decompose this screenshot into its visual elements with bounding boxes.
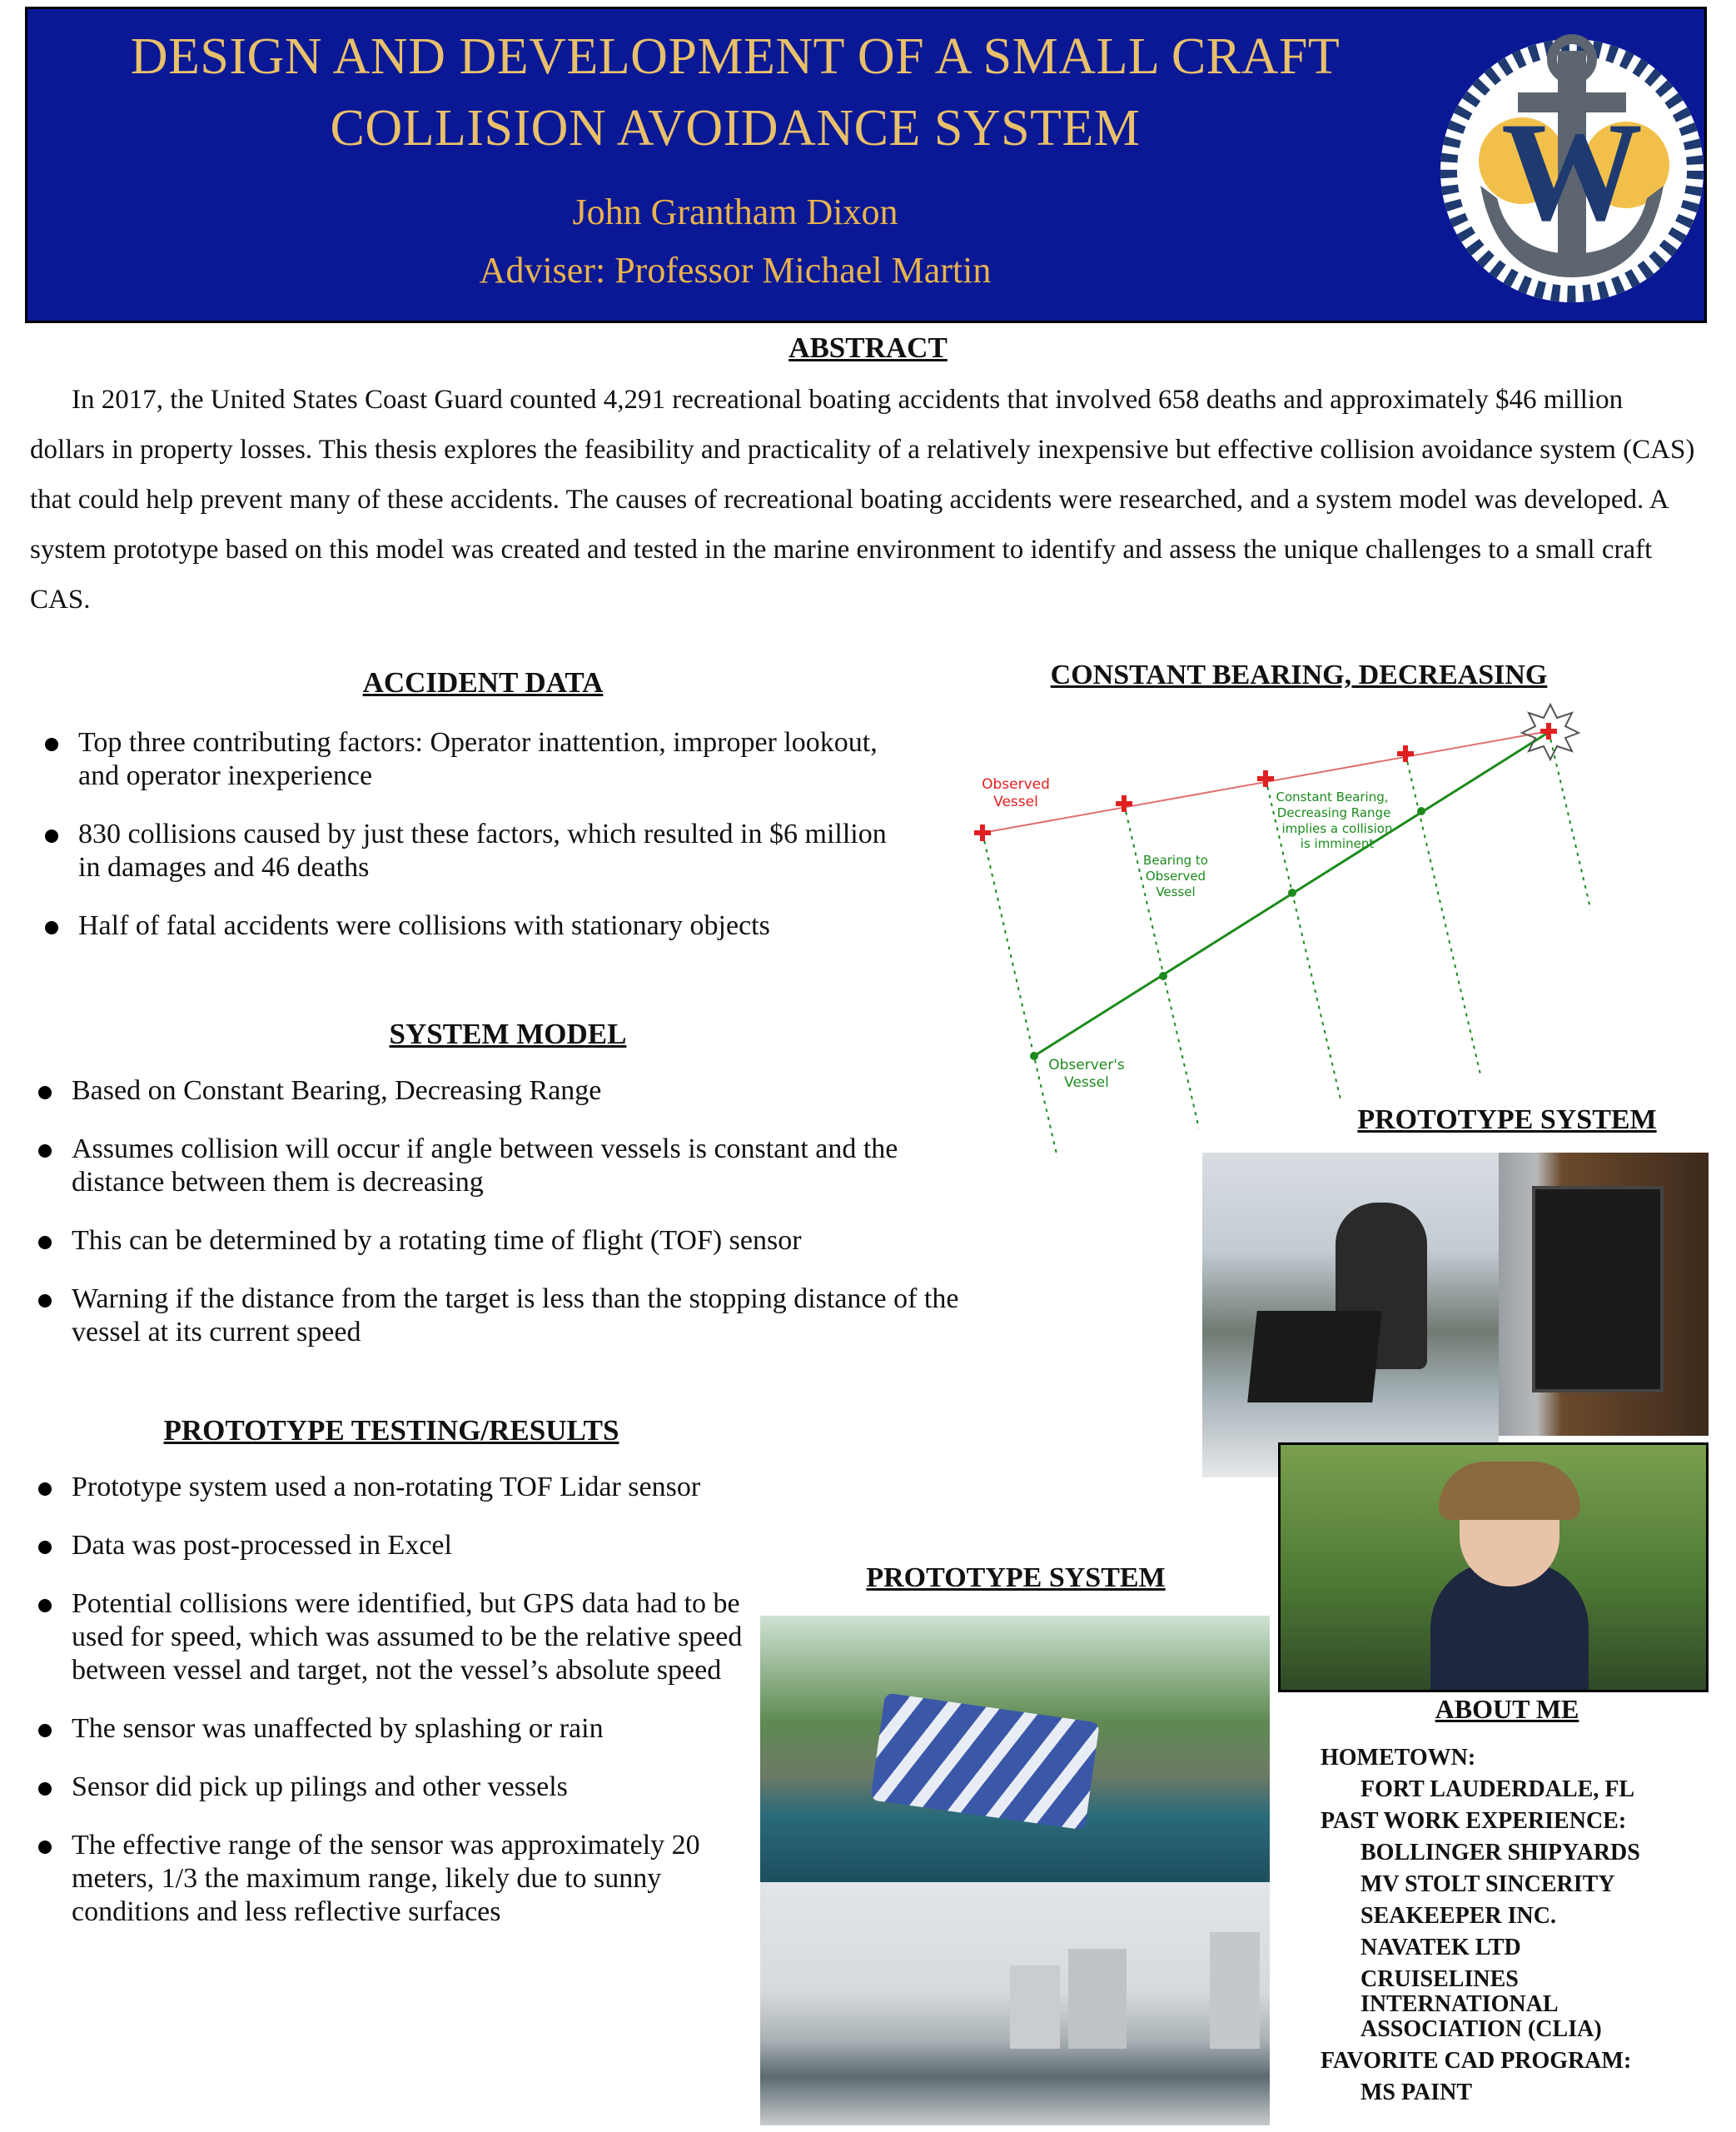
list-item: Based on Constant Bearing, Decreasing Range (33, 1074, 991, 1108)
testing-heading: PROTOTYPE TESTING/RESULTS (163, 1414, 619, 1447)
list-item: Data was post-processed in Excel (33, 1529, 758, 1562)
list-item: Sensor did pick up pilings and other vessels (33, 1771, 758, 1804)
harbor-view-photo (760, 1882, 1270, 2125)
label-bearing-3: Vessel (1156, 884, 1196, 899)
list-item: Warning if the distance from the target is less than the stopping distance of the vessel at its current speed (33, 1283, 991, 1349)
cad-label: FAVORITE CAD PROGRAM: (1321, 2048, 1632, 2074)
building-shape (1068, 1949, 1127, 2049)
system-model-heading: SYSTEM MODEL (389, 1018, 627, 1050)
accident-data-list (40, 726, 914, 968)
label-constant-2: Decreasing Range (1276, 805, 1391, 820)
list-item: Half of fatal accidents were collisions with stationary objects (40, 909, 914, 943)
label-constant-4: is imminent (1300, 836, 1375, 851)
hair-shape (1439, 1462, 1580, 1520)
label-constant-3: implies a collision (1281, 821, 1393, 836)
list-item: Top three contributing factors: Operator inattention, improper lookout, and operator inexperience (40, 726, 914, 793)
label-observed-1: Observed (982, 776, 1050, 793)
prototype-bottom-heading: PROTOTYPE SYSTEM (866, 1562, 1166, 1593)
list-item: Prototype system used a non-rotating TOF Lidar sensor (33, 1471, 758, 1504)
poster-title (27, 21, 1443, 164)
about-heading: ABOUT ME (1435, 1694, 1579, 1724)
work-label: PAST WORK EXPERIENCE: (1321, 1808, 1627, 1834)
label-observer-1: Observer's (1048, 1057, 1125, 1073)
sensor-housing-shape (870, 1693, 1100, 1831)
cad-value: MS PAINT (1360, 2080, 1473, 2105)
accident-data-heading: ACCIDENT DATA (362, 666, 604, 699)
list-item: This can be determined by a rotating time of flight (TOF) sensor (33, 1224, 991, 1258)
list-item: Potential collisions were identified, but GPS data had to be used for speed, which was assumed to be the relative speed between vessel and target, not the vessel’s absolute speed (33, 1587, 758, 1687)
keyboard-shape (1532, 1186, 1664, 1392)
boat-cockpit-photo (1202, 1153, 1499, 1477)
hometown-value: FORT LAUDERDALE, FL (1360, 1776, 1635, 1802)
abstract-heading: ABSTRACT (788, 331, 948, 364)
list-item: Assumes collision will occur if angle between vessels is constant and the distance between them is decreasing (33, 1133, 991, 1199)
work-item-clia-3: ASSOCIATION (CLIA) (1360, 2016, 1602, 2042)
diagram-heading: CONSTANT BEARING, DECREASING (1050, 660, 1548, 690)
work-item: NAVATEK LTD (1360, 1935, 1521, 1960)
list-item: 830 collisions caused by just these factors, which resulted in $6 million in damages and 46 deaths (40, 818, 914, 884)
title-line-1: DESIGN AND DEVELOPMENT OF A SMALL CRAFT (130, 28, 1341, 85)
label-observer-2: Vessel (1064, 1074, 1109, 1091)
list-item: The effective range of the sensor was approximately 20 meters, 1/3 the maximum range, likely due to sunny conditions and less reflective surfaces (33, 1829, 758, 1929)
constant-bearing-diagram (958, 700, 1590, 1166)
about-section (1321, 1742, 1712, 2109)
hometown-label: HOMETOWN: (1321, 1745, 1476, 1771)
label-constant-1: Constant Bearing, (1276, 790, 1389, 804)
title-line-2: COLLISION AVOIDANCE SYSTEM (330, 100, 1141, 157)
system-model-list (33, 1074, 991, 1374)
work-item: MV STOLT SINCERITY (1360, 1871, 1615, 1897)
label-bearing-1: Bearing to (1143, 853, 1208, 868)
testing-list (33, 1471, 758, 1954)
label-observed-2: Vessel (993, 794, 1038, 810)
portrait-photo (1278, 1442, 1709, 1692)
list-item: The sensor was unaffected by splashing or rain (33, 1712, 758, 1746)
author-name: John Grantham Dixon (572, 192, 898, 232)
building-shape (1010, 1965, 1060, 2049)
poster-header (25, 7, 1707, 323)
adviser-name: Adviser: Professor Michael Martin (479, 250, 992, 291)
work-item-clia-1: CRUISELINES (1360, 1966, 1519, 1992)
laptop-shape (1247, 1311, 1382, 1402)
anchor-logo-icon (1435, 27, 1709, 311)
work-item: BOLLINGER SHIPYARDS (1360, 1840, 1640, 1866)
label-bearing-2: Observed (1145, 869, 1206, 884)
abstract-text: In 2017, the United States Coast Guard counted 4,291 recreational boating accidents that involved 658 deaths and approximately $46 million dollars in property losses. This thesis explores the feasibility and practicality of a relatively inexpensive but effective collision avoidance system (CAS) that could help prevent many of these accidents. The causes of recreational boating accidents were researched, and a system model was developed. A system prototype based on this model was created and tested in the marine environment to identify and assess the unique challenges to a small craft CAS. (30, 385, 1695, 615)
prototype-top-heading: PROTOTYPE SYSTEM (1357, 1104, 1657, 1135)
work-item-clia-2: INTERNATIONAL (1360, 1991, 1559, 2017)
laptop-desk-photo (1499, 1153, 1709, 1436)
work-item: SEAKEEPER INC. (1360, 1903, 1556, 1929)
building-shape (1210, 1932, 1260, 2049)
sensor-water-test-photo (760, 1616, 1270, 1882)
logo-letter: W (1501, 93, 1643, 250)
